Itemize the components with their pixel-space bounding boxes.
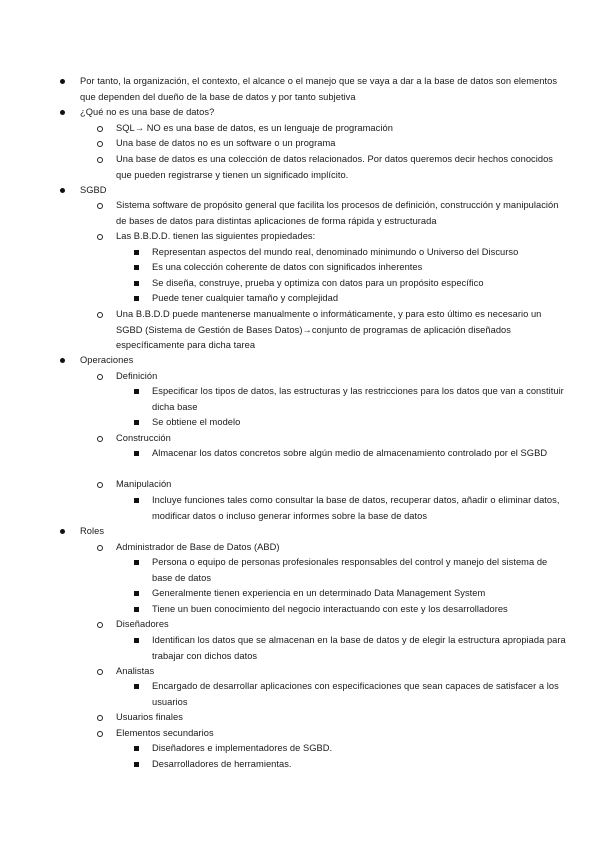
bullet-circle-icon [95, 477, 105, 493]
list-item-level-3: Persona o equipo de personas profesionales responsables del control y manejo del sistema de base de datos [152, 557, 548, 583]
list-item-level-2: Analistas [116, 666, 155, 676]
bullet-circle-icon [95, 431, 105, 447]
bullet-square-icon [131, 679, 141, 695]
bullet-circle-icon [95, 710, 105, 726]
bullet-square-icon [131, 741, 141, 757]
list-item-level-1: ¿Qué no es una base de datos? [80, 107, 215, 117]
list-item-level-1: Por tanto, la organización, el contexto, el alcance o el manejo que se vaya a dar a la base de datos son elementos que dependen del dueño de la base de datos y por tanto subjetiva [80, 76, 558, 102]
bullet-dot-icon [57, 74, 67, 90]
bullet-circle-icon [95, 369, 105, 385]
list-item-level-2: Construcción [116, 433, 171, 443]
bullet-dot-icon [57, 105, 67, 121]
bullet-circle-icon [95, 121, 105, 137]
list-item-level-2: Las B.B.D.D. tienen las siguientes propiedades: [116, 231, 316, 241]
list-item-level-3: Se diseña, construye, prueba y optimiza con datos para un propósito específico [152, 278, 484, 288]
list-item-level-3: Diseñadores e implementadores de SGBD. [152, 743, 333, 753]
bullet-square-icon [131, 276, 141, 292]
list-item-level-3: Identifican los datos que se almacenan en la base de datos y de elegir la estructura apropiada para trabajar con dichos datos [152, 635, 566, 661]
list-item-level-2: Administrador de Base de Datos (ABD) [116, 542, 280, 552]
bullet-square-icon [131, 384, 141, 400]
list-item-level-3: Incluye funciones tales como consultar la base de datos, recuperar datos, añadir o eliminar datos, modificar datos o incluso generar informes sobre la base de datos [152, 495, 560, 521]
list-item-level-3: Es una colección coherente de datos con significados inherentes [152, 262, 423, 272]
list-item-level-2: Diseñadores [116, 619, 169, 629]
list-item-level-2: Elementos secundarios [116, 728, 214, 738]
bullet-circle-icon [95, 136, 105, 152]
list-item-level-3: Especificar los tipos de datos, las estructuras y las restricciones para los datos que van a constituir dicha base [152, 386, 564, 412]
bullet-circle-icon [95, 307, 105, 323]
bullet-square-icon [131, 757, 141, 773]
bullet-dot-icon [57, 183, 67, 199]
bullet-square-icon [131, 415, 141, 431]
bullet-square-icon [131, 291, 141, 307]
list-item-level-2: Una base de datos es una colección de datos relacionados. Por datos queremos decir hechos conocidos que pueden registrarse y tienen un significado implícito. [116, 154, 554, 180]
bullet-circle-icon [95, 152, 105, 168]
list-item-level-3: Puede tener cualquier tamaño y complejidad [152, 293, 339, 303]
bullet-square-icon [131, 602, 141, 618]
list-item-level-2: Sistema software de propósito general que facilita los procesos de definición, construcción y manipulación de bases de datos para distintas aplicaciones de forma rápida y estructurada [116, 200, 559, 226]
list-item-level-1: Operaciones [80, 355, 134, 365]
bullet-square-icon [131, 493, 141, 509]
list-item-level-3: Se obtiene el modelo [152, 417, 241, 427]
bullet-circle-icon [95, 617, 105, 633]
list-item-level-1: SGBD [80, 185, 107, 195]
list-item-level-2: Una B.B.D.D puede mantenerse manualmente o informáticamente, y para esto último es necesario un SGBD (Sistema de Gestión de Bases Datos)→conjunto de programas de aplicación diseñados específicamente para dicha tarea [116, 309, 542, 351]
list-item-level-3: Representan aspectos del mundo real, denominado minimundo o Universo del Discurso [152, 247, 519, 257]
list-item-level-1: Roles [80, 526, 105, 536]
bullet-square-icon [131, 245, 141, 261]
bullet-circle-icon [95, 726, 105, 742]
bullet-circle-icon [95, 664, 105, 680]
list-item-level-2: Definición [116, 371, 158, 381]
list-item-level-3: Tiene un buen conocimiento del negocio interactuando con este y los desarrolladores [152, 604, 508, 614]
bullet-square-icon [131, 586, 141, 602]
bullet-square-icon [131, 555, 141, 571]
list-item-level-3: Almacenar los datos concretos sobre algún medio de almacenamiento controlado por el SGBD [152, 448, 548, 458]
bullet-circle-icon [95, 198, 105, 214]
list-item-level-2: SQL→ NO es una base de datos, es un lenguaje de programación [116, 123, 393, 133]
list-item-level-3: Desarrolladores de herramientas. [152, 759, 292, 769]
bullet-circle-icon [95, 540, 105, 556]
list-item-level-3: Generalmente tienen experiencia en un determinado Data Management System [152, 588, 486, 598]
bullet-circle-icon [95, 229, 105, 245]
bullet-square-icon [131, 633, 141, 649]
list-item-level-2: Manipulación [116, 479, 172, 489]
list-item-level-2: Usuarios finales [116, 712, 183, 722]
bullet-dot-icon [57, 524, 67, 540]
bullet-square-icon [131, 446, 141, 462]
bullet-dot-icon [57, 353, 67, 369]
bullet-square-icon [131, 260, 141, 276]
list-item-level-3: Encargado de desarrollar aplicaciones con especificaciones que sean capaces de satisfacer a los usuarios [152, 681, 559, 707]
list-item-level-2: Una base de datos no es un software o un programa [116, 138, 336, 148]
